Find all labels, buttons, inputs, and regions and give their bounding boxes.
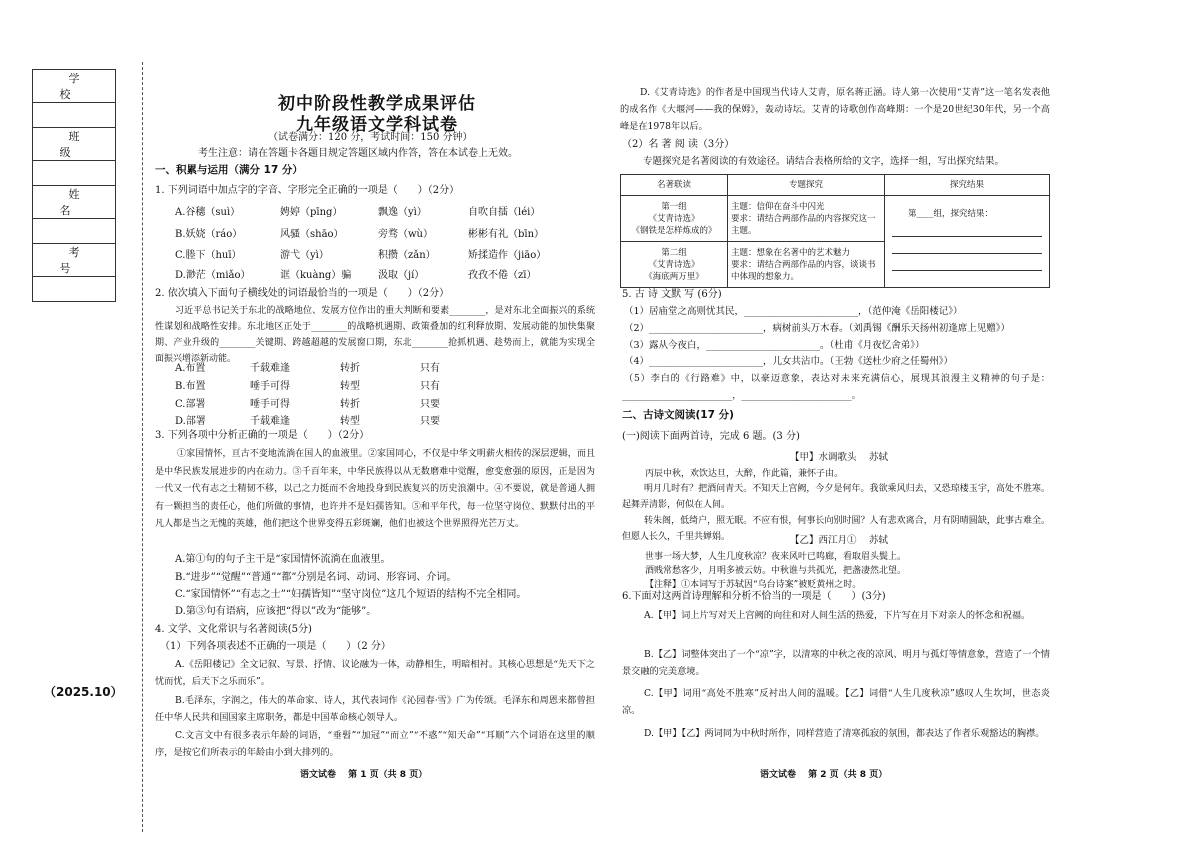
group-label: 第二组	[661, 247, 687, 258]
q5-line-4: （4）________________________，儿女共沾巾。（王勃《送杜少府之任蜀州》）	[624, 356, 954, 367]
q6-option-d: D.【甲】【乙】两词同为中秋时所作，同样营造了清寒孤寂的氛围，都表达了作者乐观豁达的胸襟。	[644, 728, 1045, 739]
poem-1-preface: 丙辰中秋，欢饮达旦，大醉，作此篇，兼怀子由。	[645, 469, 844, 479]
book-group-cell	[621, 242, 728, 288]
name-field[interactable]	[33, 219, 116, 244]
question-4-2-prompt: 专题探究是名著阅读的有效途径。请结合表格所给的文字，选择一组，写出探究结果。	[643, 156, 1005, 167]
q2-option: 转折	[340, 399, 360, 410]
table-header: 名著联读	[621, 175, 728, 196]
poem-1-title: 【甲】水调歌头 苏轼	[790, 452, 889, 463]
topic-theme: 主题：信仰在奋斗中闪光	[731, 201, 825, 212]
exam-title: 初中阶段性教学成果评估	[278, 94, 476, 114]
book-title: 《钢铁是怎样炼成的》	[631, 225, 717, 236]
q1-option: 飘逸（yì）	[378, 207, 427, 218]
exam-number-label: 考 号	[33, 244, 116, 277]
exam-number-field[interactable]	[33, 277, 116, 302]
name-label: 姓 名	[33, 186, 116, 219]
poem-2-title: 【乙】西江月① 苏轼	[790, 535, 889, 546]
table-header: 探究结果	[885, 175, 1050, 196]
exam-subtitle: 九年级语文学科试卷	[296, 115, 458, 135]
book-title: 《海底两万里》	[644, 271, 704, 282]
q6-option-c: C.【甲】词用“高处不胜寒”反衬出人间的温暖。【乙】词借“人生几度秋凉”感叹人生坎坷，世态炎凉。	[622, 688, 1050, 716]
subsection-1: (一)阅读下面两首诗，完成 6 题。(3 分)	[622, 431, 800, 442]
q2-option: C.部署	[175, 399, 206, 410]
q3-option-d: D.第③句有语病，应该把“得以”改为“能够”。	[175, 606, 377, 617]
poem-2-note: 【注释】①本词写于苏轼因“乌台诗案”被贬黄州之时。	[645, 580, 862, 590]
q5-line-1: （1）居庙堂之高则忧其民，________________________，（范仲淹《岳阳楼记》）	[624, 306, 963, 317]
q1-option: 汲取（jí）	[378, 270, 425, 281]
table-header: 专题探究	[728, 175, 885, 196]
q5-line-2: （2）________________________，病树前头万木春。（刘禹锡《酬乐天扬州初逢席上见赠》）	[624, 323, 1011, 334]
q1-option: 风骚（shāo）	[280, 229, 344, 240]
question-2: 2. 依次填入下面句子横线处的词语最恰当的一项是（ ）（2分）	[155, 288, 450, 299]
group-label: 第一组	[661, 201, 687, 212]
topic-requirement: 要求：请结合两部作品的内容探究这一主题。	[731, 213, 876, 236]
poem-1-part-1: 明月几时有？把酒问青天。不知天上宫阙，今夕是何年。我欲乘风归去，又恐琼楼玉宇，高处不胜寒。起舞弄清影，何似在人间。	[622, 484, 1050, 510]
question-2-passage: 习近平总书记关于东北的战略地位、发展方位作出的重大判断和要素________，是对东北全面振兴的系统性谋划和战略性安排。东北地区正处于________的战略机遇期、政策叠加的红利释放期、发展动能的加快集聚期、产业升级的________关键期、跨越超越的发展窗口期，东北________抢抓机遇、趁势而上，就能为实现全面振兴增添新动能。	[155, 306, 595, 364]
book-title: 《艾青诗选》	[648, 259, 700, 270]
question-3-passage: ①家国情怀，亘古不变地流淌在国人的血液里。②家国同心，不仅是中华文明薪火相传的深层逻辑，而且是中华民族发展进步的内在动力。③千百年来，中华民族得以从无数磨难中觉醒，愈变愈强的原因，正是因为一代又一代有志之士精韧不移，以己之力挺而不舍地投身到民族复兴的历史浪潮中。④不要说，就是普通人拥有一颗担当的责任心，他们所做的事情，也许并不是妇孺皆知。⑤和平年代，每一位坚守岗位、默默付出的平凡人都是当之无愧的英雄，他们把这个世界变得五彩斑斓，他们也被这个世界照得光芒万丈。	[155, 449, 595, 529]
topic-study-table	[620, 174, 1050, 288]
q1-option: 孜孜不倦（zī）	[468, 270, 537, 281]
q2-option: A.布置	[175, 363, 206, 374]
result-cell[interactable]	[885, 196, 1050, 288]
topic-cell	[728, 242, 885, 288]
q2-option: 唾手可得	[250, 381, 290, 392]
q1-option: 游弋（yì）	[280, 250, 329, 261]
q4-1-option-d: D.《艾青诗选》的作者是中国现当代诗人艾青，原名蒋正涵。诗人第一次使用“艾青”这一笔名发表他的成名作《大堰河——我的保姆》，轰动诗坛。艾青的诗歌创作高峰期：一个是20世纪30年代，另一个高峰是在1978年以后。	[620, 87, 1050, 132]
question-4: 4. 文学、文化常识与名著阅读(5分)	[155, 624, 312, 635]
class-field[interactable]	[33, 161, 116, 186]
exam-meta: （试卷满分：120 分，考试时间：150 分钟）	[268, 132, 473, 143]
q5-line-5: （5）李白的《行路难》中，以豪迈意象，表达对未来充满信心，展现其浪漫主义精神的句子是：________________________，________________________。	[622, 373, 1050, 401]
exam-date: （2025.10）	[44, 685, 123, 699]
q1-option: 诓（kuàng）骗	[280, 270, 352, 281]
school-field[interactable]	[33, 103, 116, 128]
poem-2-line-1: 世事一场大梦，人生几度秋凉？夜来风叶已鸣廊，看取眉头鬓上。	[645, 552, 907, 562]
book-title: 《艾青诗选》	[648, 213, 700, 224]
q2-option: 只要	[420, 399, 440, 410]
q2-option: 只有	[420, 363, 440, 374]
q2-option: D.部署	[175, 416, 206, 427]
question-5: 5. 古 诗 文默 写 (6分)	[622, 289, 722, 300]
exam-notice: 考生注意：请在答题卡各题目规定答题区域内作答，答在本试卷上无效。	[198, 148, 518, 159]
q2-option: 千载难逢	[250, 363, 290, 374]
school-label: 学 校	[33, 70, 116, 103]
poem-2-line-2: 酒贱常愁客少，月明多被云妨。中秋谁与共孤光，把盏凄然北望。	[645, 566, 907, 576]
q6-option-b: B.【乙】词整体突出了一个“凉”字，以清寒的中秋之夜的凉风、明月与孤灯等情意象，营造了一个情景交融的完美意境。	[622, 649, 1050, 677]
q3-option-c: C.“家国情怀”“有志之士”“妇孺皆知”“坚守岗位”这几个短语的结构不完全相同。	[175, 589, 527, 600]
q1-option: 娉婷（pīng）	[280, 207, 343, 218]
question-4-1: （1）下列各项表述不正确的一项是（ ）（2 分）	[160, 641, 391, 652]
topic-requirement: 要求：请结合两部作品的内容，谈谈书中体现的想象力。	[731, 259, 876, 282]
q2-option: 千载难逢	[250, 416, 290, 427]
topic-theme: 主题：想象在名著中的艺术魅力	[731, 247, 851, 258]
q2-option: 转型	[340, 381, 360, 392]
q5-line-3: （3）露从今夜白，________________________。（杜甫《月夜忆舍弟》）	[624, 340, 925, 351]
q2-option: 唾手可得	[250, 399, 290, 410]
q4-1-option-a: A.《岳阳楼记》全文记叙、写景、抒情、议论融为一体，动静相生，明暗相衬。其核心思想是“先天下之忧而忧，后天下之乐而乐”。	[155, 659, 595, 687]
question-6: 6.下面对这两首诗理解和分析不恰当的一项是（ ）(3分)	[622, 591, 886, 602]
q2-option: 转型	[340, 416, 360, 427]
question-3: 3. 下列各项中分析正确的一项是（ ）（2分）	[155, 430, 370, 441]
q3-option-b: B.“进步”“觉醒”“普通”“都”分别是名词、动词、形容词、介词。	[175, 572, 457, 583]
question-4-2: （2）名 著 阅 读（3分）	[622, 139, 735, 150]
q2-option: B.布置	[175, 381, 206, 392]
page-1-footer: 语文试卷 第 1 页（共 8 页）	[300, 770, 428, 780]
book-group-cell	[621, 196, 728, 242]
q2-option: 转折	[340, 363, 360, 374]
binding-cut-line	[142, 62, 143, 832]
class-label: 班 级	[33, 128, 116, 161]
student-info-table	[32, 69, 116, 302]
section-2-heading: 二、古诗文阅读(17 分)	[622, 409, 734, 421]
q1-option: 旁骛（wù）	[378, 229, 433, 240]
q1-option: A.谷穗（suì）	[175, 207, 241, 218]
q4-1-option-c: C.文言文中有很多表示年龄的词语，“垂髫”“加冠”“而立”“不惑”“知天命”“耳顺”六个词语在这里的顺序，是按它们所表示的年龄由小到大排列的。	[155, 730, 595, 758]
page-2-footer: 语文试卷 第 2 页（共 8 页）	[760, 770, 888, 780]
q1-option: 矫揉造作（jiāo）	[468, 250, 547, 261]
q3-option-a: A.第①句的句子主干是“家国情怀流淌在血液里。	[175, 554, 391, 565]
q1-option: C.塍下（huī）	[175, 250, 242, 261]
q2-option: 只要	[420, 416, 440, 427]
topic-cell	[728, 196, 885, 242]
q1-option: 自吹自擂（léi）	[468, 207, 541, 218]
poem-1-part-2: 转朱阁，低绮户，照无眠。不应有恨，何事长向别时圆？人有悲欢离合，月有阴晴圆缺，此事古难全。但愿人长久，千里共婵娟。	[622, 516, 1050, 542]
q2-option: 只有	[420, 381, 440, 392]
result-prompt: 第____组，探究结果：	[908, 209, 994, 219]
section-1-heading: 一、积累与运用（满分 17 分）	[155, 164, 303, 176]
q1-option: 积攒（zǎn）	[378, 250, 436, 261]
q1-option: 彬彬有礼（bīn）	[468, 229, 545, 240]
q1-option: D.渺茫（miǎo）	[175, 270, 251, 281]
q4-1-option-b: B.毛泽东，字润之，伟大的革命家、诗人，其代表词作《沁园春·雪》广为传颂。毛泽东和周恩来都曾担任中华人民共和国国家主席职务，都是中国革命核心领导人。	[155, 695, 595, 723]
q1-option: B.妖娆（ráo）	[175, 229, 243, 240]
question-1: 1. 下列词语中加点字的字音、字形完全正确的一项是（ ）（2分）	[155, 185, 460, 196]
q6-option-a: A.【甲】词上片写对天上宫阙的向往和对人间生活的热爱，下片写在月下对亲人的怀念和祝福。	[644, 610, 1031, 621]
